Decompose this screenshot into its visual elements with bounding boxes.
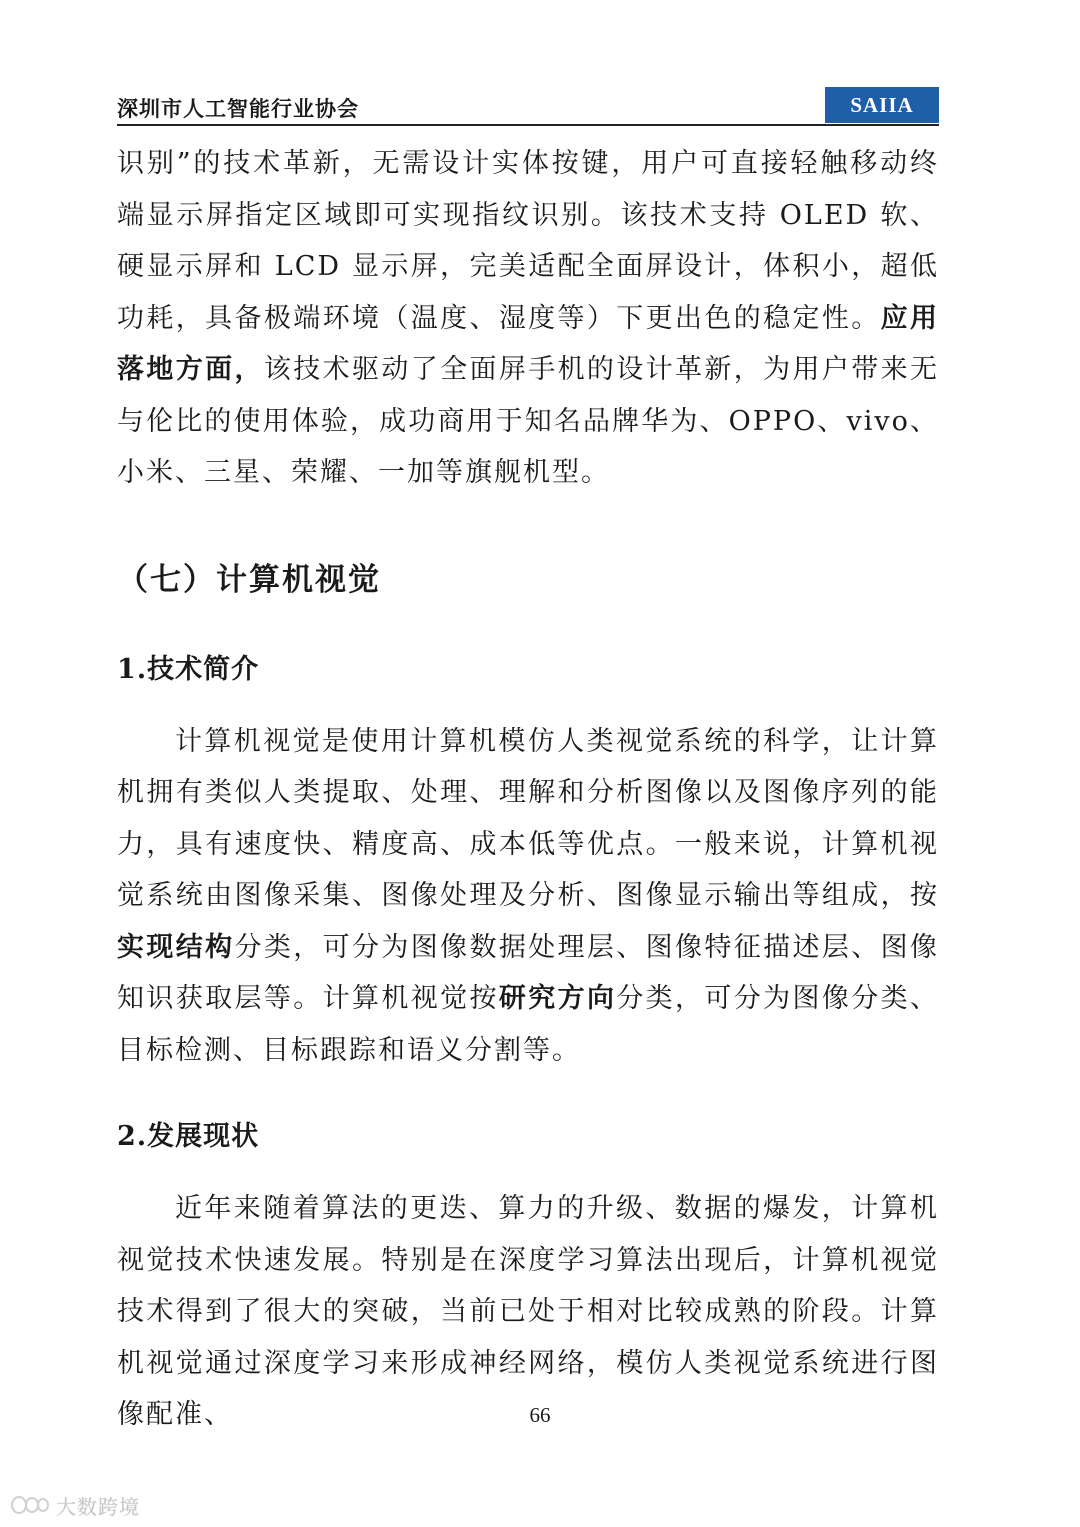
- paragraph-fingerprint: [117, 138, 939, 499]
- watermark: [10, 1490, 140, 1520]
- paragraph-cv-intro: [117, 716, 939, 1077]
- page-content: [117, 138, 939, 1441]
- header-organization: 深圳市人工智能行业协会: [117, 96, 359, 121]
- page-number: 66: [529, 1403, 551, 1427]
- section-title: （七）计算机视觉: [117, 561, 381, 598]
- subsection-title-intro: 1.技术简介: [117, 653, 260, 685]
- header-rule: [117, 124, 939, 126]
- para2-bold-a: 实现结构: [117, 931, 235, 963]
- para2-bold-b: 研究方向: [498, 983, 617, 1014]
- para2-text-a: 计算机视觉是使用计算机模仿人类视觉系统的科学，让计算机拥有类似人类提取、处理、理解和分析图像以及图像序列的能力，具有速度快、精度高、成本低等优点。一般来说，计算机视觉系统由图像采集、图像处理及分析、图像显示输出等组成，按: [117, 725, 939, 911]
- watermark-logo-icon: [10, 1494, 50, 1516]
- para1-text-a: 识别”的技术革新，无需设计实体按键，用户可直接轻触移动终端显示屏指定区域即可实现指纹识别。该技术支持 OLED 软、硬显示屏和 LCD 显示屏，完美适配全面屏设计，体积小，超低功耗，具备极端环境（温度、湿度等）下更出色的稳定性。: [117, 148, 939, 334]
- subsection-title-status: 2.发展现状: [117, 1121, 260, 1152]
- paragraph-cv-status: 近年来随着算法的更迭、算力的升级、数据的爆发，计算机视觉技术快速发展。特别是在深度学习算法出现后，计算机视觉技术得到了很大的突破，当前已处于相对比较成熟的阶段。计算机视觉通过深度学习来形成神经网络，模仿人类视觉系统进行图像配准、: [117, 1193, 939, 1430]
- watermark-text: 大数跨境: [56, 1494, 140, 1519]
- para2-text-b: 分类，可分为图像数据处理层、图像特征描述层、图像知识获取层等。计算机视觉按: [117, 931, 940, 1014]
- para2-text-c: 分类，可分为图像分类、目标检测、目标跟踪和语义分割等。: [117, 983, 940, 1066]
- para1-bold-a: 应用落地方面，: [117, 302, 940, 385]
- page-header: [117, 87, 939, 125]
- header-badge: SAIIA: [825, 87, 939, 123]
- para1-text-b: 该技术驱动了全面屏手机的设计革新，为用户带来无与伦比的使用体验，成功商用于知名品牌华为、OPPO、vivo、小米、三星、荣耀、一加等旗舰机型。: [117, 354, 940, 488]
